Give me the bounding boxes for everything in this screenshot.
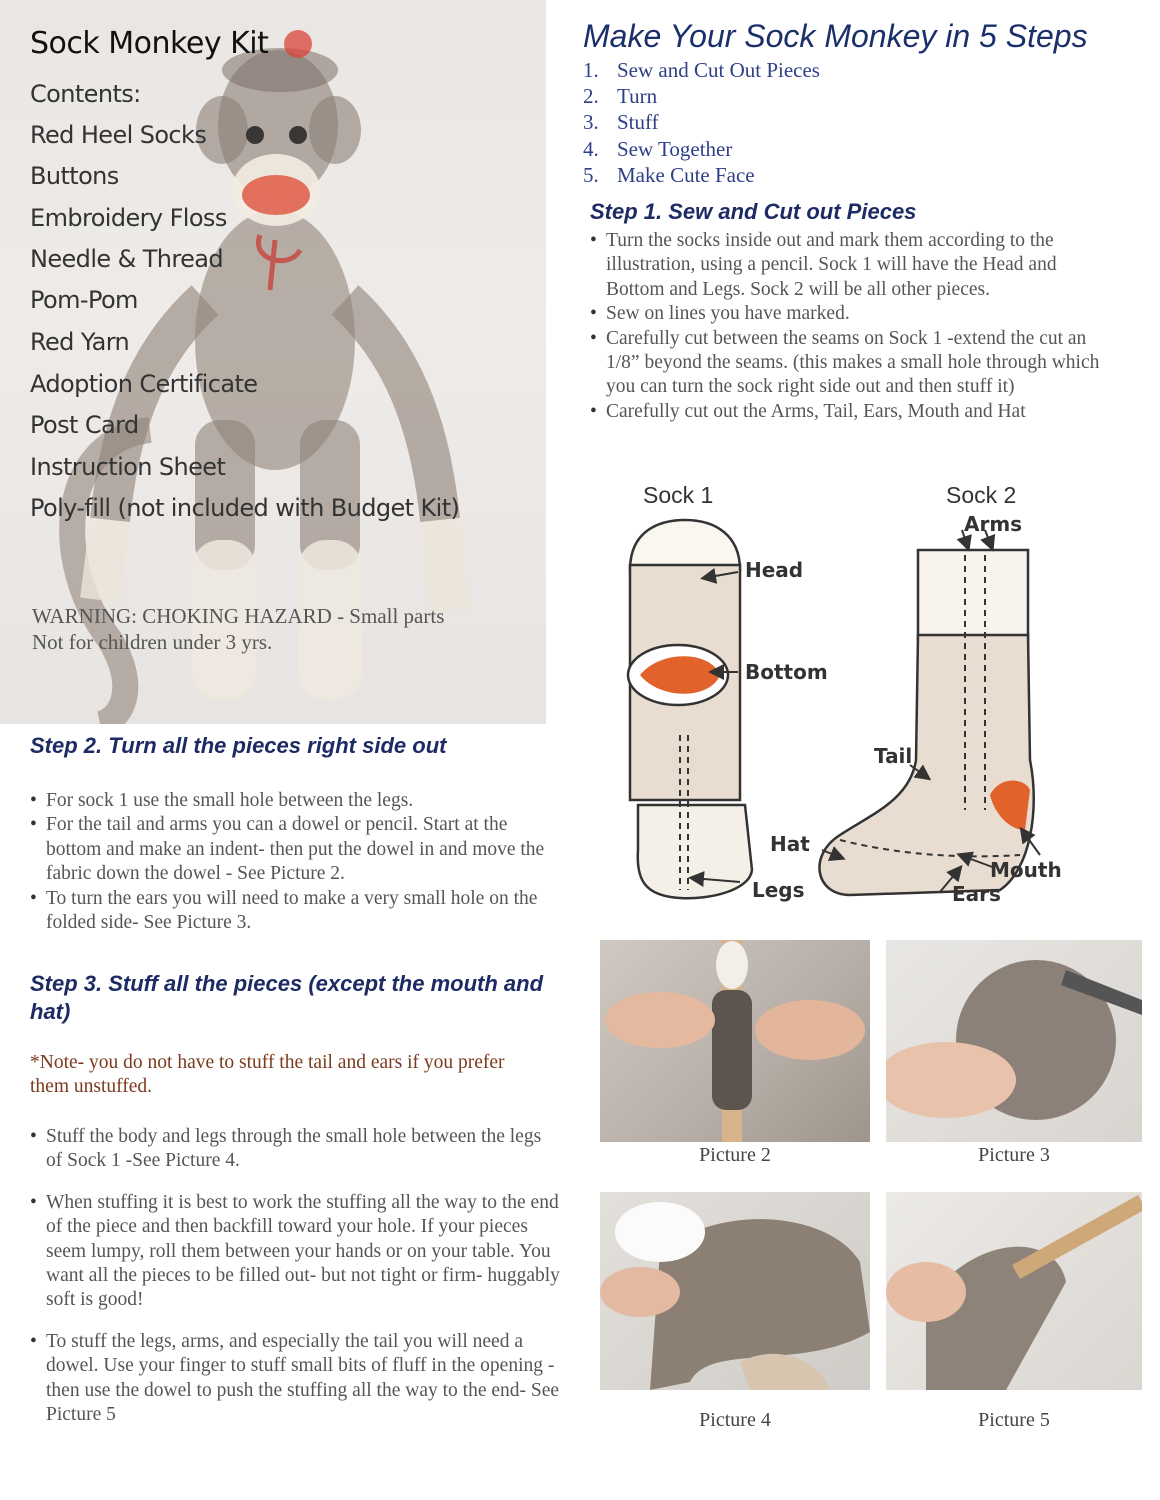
kit-item: Instruction Sheet xyxy=(30,453,226,481)
kit-item: Post Card xyxy=(30,411,139,439)
step2-heading: Step 2. Turn all the pieces right side out xyxy=(30,733,447,758)
stuffing-body-illustration xyxy=(600,1192,870,1390)
sock2-drawing xyxy=(819,530,1040,895)
kit-item: Poly-fill (not included with Budget Kit) xyxy=(30,494,460,522)
kit-item: Contents: xyxy=(30,80,141,108)
list-item: • For sock 1 use the small hole between the legs. xyxy=(30,789,550,813)
label-bottom: Bottom xyxy=(745,660,828,684)
sock-diagram xyxy=(600,510,1080,910)
kit-item: Needle & Thread xyxy=(30,245,224,273)
step1-heading: Step 1. Sew and Cut out Pieces xyxy=(590,199,917,224)
label-head: Head xyxy=(745,558,804,582)
kit-item: Embroidery Floss xyxy=(30,204,227,232)
label-legs: Legs xyxy=(752,878,805,902)
ear-piece-illustration xyxy=(886,940,1142,1142)
picture-3-photo xyxy=(886,940,1142,1142)
list-item: • Carefully cut out the Arms, Tail, Ears, Mouth and Hat xyxy=(590,400,1110,424)
kit-item: Red Heel Socks xyxy=(30,121,207,149)
label-ears: Ears xyxy=(952,882,1001,906)
picture-5-caption: Picture 5 xyxy=(978,1409,1050,1431)
list-item: 2. Turn xyxy=(583,84,658,109)
picture-4-caption: Picture 4 xyxy=(699,1409,771,1431)
dowel-turning-illustration xyxy=(600,940,870,1142)
sock2-label: Sock 2 xyxy=(946,482,1017,508)
label-tail: Tail xyxy=(874,744,913,768)
list-item: 1. Sew and Cut Out Pieces xyxy=(583,58,820,82)
picture-2-caption: Picture 2 xyxy=(699,1144,771,1166)
warning-line-1: WARNING: CHOKING HAZARD - Small parts xyxy=(32,604,445,628)
step3-note: *Note- you do not have to stuff the tail and ears if you prefer them unstuffed. xyxy=(30,1052,505,1098)
kit-item: Buttons xyxy=(30,162,119,190)
picture-2-photo xyxy=(600,940,870,1142)
label-mouth: Mouth xyxy=(990,858,1062,882)
list-item: • Carefully cut between the seams on Sock 1 -extend the cut an 1/8” beyond the seams. (this makes a small hole through which you can turn the sock right side out and then stuff it) xyxy=(590,327,1110,400)
kit-item: Pom-Pom xyxy=(30,286,138,314)
label-arms: Arms xyxy=(964,512,1023,536)
list-item: • Stuff the body and legs through the small hole between the legs of Sock 1 -See Picture 4. xyxy=(30,1125,560,1174)
step2-bullets xyxy=(30,789,550,935)
dowel-stuffing-illustration xyxy=(886,1192,1142,1390)
warning-line-2: Not for children under 3 yrs. xyxy=(32,630,273,654)
list-item: • Turn the socks inside out and mark them according to the illustration, using a pencil. Sock 1 will have the Head and Bottom and Legs. Sock 2 will be all other pieces. xyxy=(590,229,1110,302)
label-hat: Hat xyxy=(770,832,810,856)
list-item: • To turn the ears you will need to make a very small hole on the folded side- See Picture 3. xyxy=(30,887,550,936)
kit-item: Red Yarn xyxy=(30,328,130,356)
page-title: Make Your Sock Monkey in 5 Steps xyxy=(583,18,1088,54)
list-item: • Sew on lines you have marked. xyxy=(590,302,1110,326)
list-item: • For the tail and arms you can a dowel or pencil. Start at the bottom and make an indent- then put the dowel in and move the fabric down the dowel - See Picture 2. xyxy=(30,813,550,886)
step1-bullets xyxy=(590,229,1110,424)
picture-5-photo xyxy=(886,1192,1142,1390)
hero-photo-panel xyxy=(0,0,546,724)
sock1-label: Sock 1 xyxy=(643,482,714,508)
kit-item: Adoption Certificate xyxy=(30,370,258,398)
step3-heading-line1: Step 3. Stuff all the pieces (except the mouth and xyxy=(30,971,544,996)
picture-4-photo xyxy=(600,1192,870,1390)
list-item: 5. Make Cute Face xyxy=(583,162,755,187)
step3-bullets xyxy=(30,1125,560,1427)
list-item: 3. Stuff xyxy=(583,110,659,135)
list-item: • When stuffing it is best to work the stuffing all the way to the end of the piece and then backfill toward your hole. If your pieces seem lumpy, roll them between your hands or on your table. You want all the pieces to be filled out- but not tight or firm- huggably soft is good! xyxy=(30,1191,560,1313)
step3-heading-line2: hat) xyxy=(30,999,71,1024)
steps-list xyxy=(583,57,820,188)
list-item: 4. Sew Together xyxy=(583,136,733,161)
kit-title: Sock Monkey Kit xyxy=(30,26,269,61)
list-item: • To stuff the legs, arms, and especially the tail you will need a dowel. Use your finger to stuff small bits of fluff in the opening - then use the dowel to push the stuffing all the way to the end- See Picture 5 xyxy=(30,1330,560,1428)
sock1-drawing xyxy=(628,520,752,898)
picture-3-caption: Picture 3 xyxy=(978,1144,1050,1166)
